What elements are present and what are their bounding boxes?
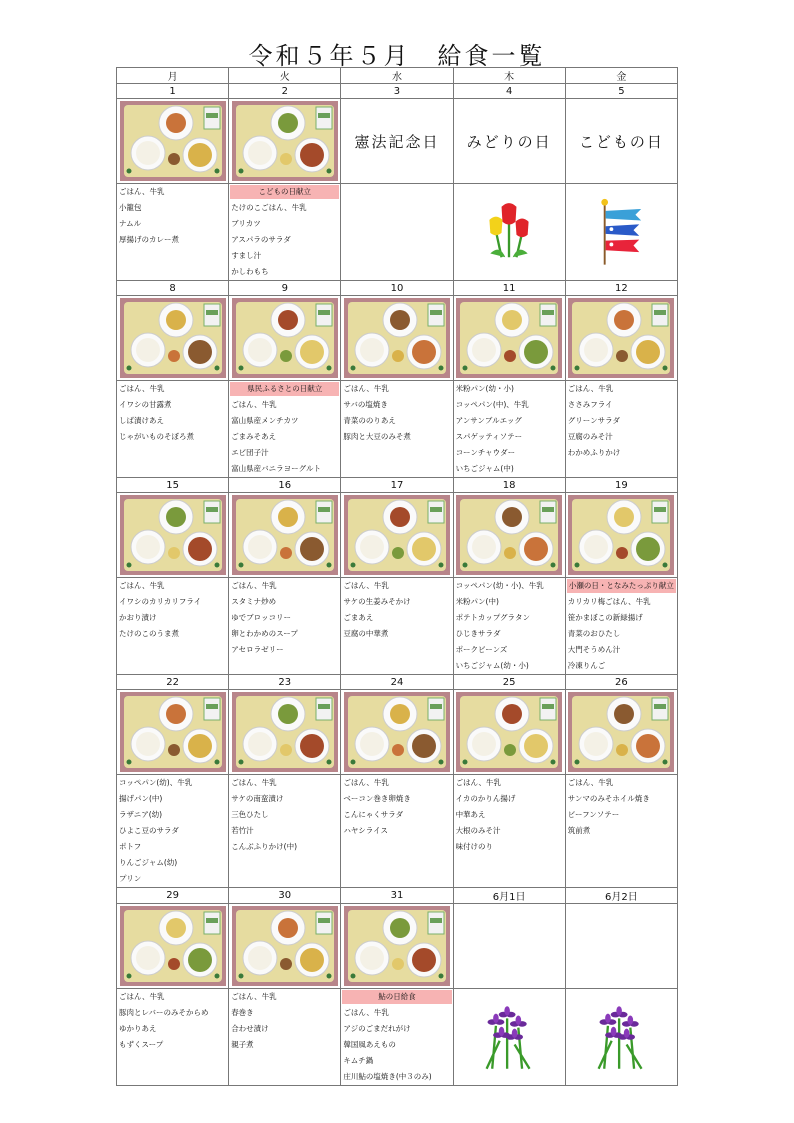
menu-item: プリン <box>119 874 142 883</box>
menu-row <box>117 989 678 1086</box>
menu-item: 厚揚げのカレー煮 <box>119 235 179 244</box>
menu-banner: 小瀬の日・となみたっぷり献立 <box>567 579 676 593</box>
day-menu-cell <box>117 381 229 478</box>
menu-row <box>117 381 678 478</box>
date-number: 5 <box>565 84 677 99</box>
day-photo-cell <box>453 493 565 578</box>
menu-item: ポークビーンズ <box>455 645 508 654</box>
date-number: 18 <box>453 478 565 493</box>
day-menu-cell <box>565 989 677 1086</box>
photo-row <box>117 296 678 381</box>
menu-item: ごはん、牛乳 <box>567 778 614 787</box>
day-photo-cell <box>117 296 229 381</box>
day-menu-cell <box>341 381 453 478</box>
date-row <box>117 888 678 904</box>
date-row <box>117 281 678 296</box>
date-row <box>117 675 678 690</box>
day-photo-cell <box>341 493 453 578</box>
menu-item: イワシのカリカリフライ <box>119 597 202 606</box>
holiday-name: 憲法記念日 <box>354 132 440 151</box>
weekday-header: 月 <box>117 68 229 84</box>
day-photo-cell <box>453 99 565 184</box>
date-number: 19 <box>565 478 677 493</box>
date-number: 31 <box>341 888 453 904</box>
date-number: 3 <box>341 84 453 99</box>
menu-item: サケの南蛮漬け <box>231 794 284 803</box>
day-menu-cell <box>453 184 565 281</box>
menu-item: ごはん、牛乳 <box>231 400 277 409</box>
day-photo-cell <box>117 99 229 184</box>
lunch-photo <box>344 692 450 772</box>
lunch-photo <box>120 101 226 181</box>
menu-item: いちごジャム(中) <box>455 464 514 473</box>
day-menu-cell <box>453 578 565 675</box>
date-number: 1 <box>117 84 229 99</box>
day-menu-cell <box>341 775 453 888</box>
day-menu-cell <box>117 989 229 1086</box>
day-menu-cell <box>117 184 229 281</box>
menu-item: こんにゃくサラダ <box>343 810 404 819</box>
day-photo-cell <box>341 99 453 184</box>
menu-item: ナムル <box>119 219 142 228</box>
day-photo-cell <box>117 493 229 578</box>
menu-item: りんごジャム(幼) <box>119 858 178 867</box>
menu-item: 大門そうめん汁 <box>567 645 621 654</box>
menu-item: エビ団子汁 <box>231 448 269 457</box>
day-photo-cell <box>341 296 453 381</box>
menu-item: 米粉パン(幼・小) <box>455 384 514 393</box>
picture-wrap <box>454 184 565 280</box>
date-row <box>117 84 678 99</box>
menu-item: コッペパン(幼)、牛乳 <box>119 778 193 787</box>
picture-wrap <box>454 989 565 1085</box>
menu-item: アンサンブルエッグ <box>455 416 522 425</box>
iris-icon <box>593 1003 649 1071</box>
day-photo-cell <box>341 690 453 775</box>
day-photo-cell <box>229 296 341 381</box>
menu-item: たけのこのうま煮 <box>119 629 179 638</box>
date-number: 2 <box>229 84 341 99</box>
menu-item: ごはん、牛乳 <box>455 778 502 787</box>
menu-item: 富山県産バニラヨーグルト <box>231 464 321 473</box>
date-number: 15 <box>117 478 229 493</box>
menu-item: コッペパン(中)、牛乳 <box>455 400 529 409</box>
weekday-header: 金 <box>565 68 677 84</box>
date-number: 6月2日 <box>565 888 677 904</box>
menu-item: 親子煮 <box>231 1040 254 1049</box>
day-menu-cell <box>229 989 341 1086</box>
lunch-photo <box>568 692 674 772</box>
lunch-photo <box>232 298 338 378</box>
menu-item: 中華あえ <box>455 810 486 819</box>
menu-item: ごまみそあえ <box>231 432 277 441</box>
date-row <box>117 478 678 493</box>
menu-item: ごはん、牛乳 <box>119 187 165 196</box>
holiday-name: こどもの日 <box>578 132 664 151</box>
lunch-photo <box>568 495 674 575</box>
date-number: 30 <box>229 888 341 904</box>
day-photo-cell <box>453 690 565 775</box>
menu-item: かおり漬け <box>119 613 157 622</box>
menu-item: ごはん、牛乳 <box>119 581 165 590</box>
menu-item: グリーンサラダ <box>567 416 621 425</box>
weekday-header: 火 <box>229 68 341 84</box>
menu-item: 豆腐の中華煮 <box>343 629 389 638</box>
menu-row <box>117 578 678 675</box>
day-menu-cell <box>117 775 229 888</box>
menu-item: ごはん、牛乳 <box>231 992 277 1001</box>
date-number: 9 <box>229 281 341 296</box>
day-menu-cell <box>229 184 341 281</box>
menu-item: ゆでブロッコリー <box>231 613 292 622</box>
menu-item: 豚肉とレバーのみそからめ <box>119 1008 209 1017</box>
lunch-photo <box>344 906 450 986</box>
picture-wrap <box>566 184 677 280</box>
lunch-photo <box>232 101 338 181</box>
menu-item: 米粉パン(中) <box>455 597 499 606</box>
menu-item: ゆかりあえ <box>119 1024 157 1033</box>
menu-item: 富山県産メンチカツ <box>231 416 299 425</box>
menu-item: ポテトカップグラタン <box>455 613 530 622</box>
day-menu-cell <box>341 578 453 675</box>
menu-item: 笹かまぼこの新緑揚げ <box>567 613 643 622</box>
date-number: 17 <box>341 478 453 493</box>
weekday-header-row <box>117 68 678 84</box>
date-number: 25 <box>453 675 565 690</box>
day-photo-cell <box>229 690 341 775</box>
menu-item: 三色ひたし <box>231 810 269 819</box>
menu-banner: 県民ふるさとの日献立 <box>230 382 339 396</box>
day-menu-cell <box>229 381 341 478</box>
lunch-photo <box>456 298 562 378</box>
menu-item: たけのこごはん、牛乳 <box>231 203 307 212</box>
date-number: 22 <box>117 675 229 690</box>
menu-row <box>117 184 678 281</box>
menu-item: ベーコン巻き卵焼き <box>343 794 411 803</box>
menu-item: コッペパン(幼・小)、牛乳 <box>455 581 544 590</box>
menu-item: サバの塩焼き <box>343 400 388 409</box>
day-photo-cell <box>229 493 341 578</box>
lunch-photo <box>456 495 562 575</box>
menu-item: ポトフ <box>119 842 142 851</box>
day-menu-cell <box>453 775 565 888</box>
day-photo-cell <box>565 296 677 381</box>
lunch-photo <box>120 495 226 575</box>
menu-item: ごはん、牛乳 <box>231 581 277 590</box>
menu-item: ごはん、牛乳 <box>119 992 165 1001</box>
menu-item: ビーフンソテー <box>567 810 620 819</box>
day-photo-cell <box>565 493 677 578</box>
photo-row <box>117 904 678 989</box>
menu-item: ごはん、牛乳 <box>343 384 389 393</box>
menu-item: 青菜のおひたし <box>567 629 621 638</box>
day-menu-cell <box>565 381 677 478</box>
date-number: 11 <box>453 281 565 296</box>
menu-item: しば漬けあえ <box>119 416 164 425</box>
menu-item: ささみフライ <box>567 400 613 409</box>
menu-item: イカのかりん揚げ <box>455 794 516 803</box>
lunch-photo <box>232 495 338 575</box>
koinobori-icon <box>597 197 645 267</box>
date-number: 26 <box>565 675 677 690</box>
lunch-photo <box>568 298 674 378</box>
weekday-header: 木 <box>453 68 565 84</box>
menu-item: サケの生姜みそかけ <box>343 597 411 606</box>
day-photo-cell <box>565 690 677 775</box>
day-menu-cell <box>565 184 677 281</box>
day-menu-cell <box>565 775 677 888</box>
lunch-photo <box>344 298 450 378</box>
menu-item: アスパラのサラダ <box>231 235 291 244</box>
menu-banner: こどもの日献立 <box>230 185 339 199</box>
menu-item: イワシの甘露煮 <box>119 400 172 409</box>
menu-item: もずくスープ <box>119 1040 164 1049</box>
menu-item: カリカリ梅ごはん、牛乳 <box>567 597 651 606</box>
menu-item: こんぶふりかけ(中) <box>231 842 298 851</box>
menu-item: 冷凍りんご <box>567 661 606 670</box>
day-photo-cell <box>117 690 229 775</box>
day-menu-cell <box>453 989 565 1086</box>
day-menu-cell <box>341 989 453 1086</box>
day-photo-cell <box>229 904 341 989</box>
day-menu-cell <box>341 184 453 281</box>
menu-item: すまし汁 <box>231 251 262 260</box>
day-photo-cell <box>341 904 453 989</box>
menu-item: サンマのみそホイル焼き <box>567 794 650 803</box>
menu-item: スパゲッティソテー <box>455 432 523 441</box>
menu-item: 合わせ漬け <box>231 1024 269 1033</box>
menu-item: 大根のみそ汁 <box>455 826 501 835</box>
photo-row <box>117 493 678 578</box>
menu-item: スタミナ炒め <box>231 597 277 606</box>
menu-item: 春巻き <box>231 1008 254 1017</box>
date-number: 6月1日 <box>453 888 565 904</box>
tulips-icon <box>481 199 537 265</box>
holiday-name: みどりの日 <box>466 132 552 151</box>
day-photo-cell <box>117 904 229 989</box>
weekday-header: 水 <box>341 68 453 84</box>
day-menu-cell <box>229 775 341 888</box>
date-number: 23 <box>229 675 341 690</box>
menu-item: ラザニア(幼) <box>119 810 163 819</box>
menu-item: アセロラゼリー <box>231 645 284 654</box>
menu-item: 小籠包 <box>119 203 142 212</box>
menu-item: アジのごまだれがけ <box>343 1024 411 1033</box>
menu-item: コーンチャウダー <box>455 448 516 457</box>
lunch-photo <box>120 692 226 772</box>
menu-item: ごはん、牛乳 <box>231 778 277 787</box>
date-number: 24 <box>341 675 453 690</box>
menu-item: ごまあえ <box>343 613 374 622</box>
page-title: 令和５年５月 給食一覧 <box>248 42 546 70</box>
lunch-photo <box>456 692 562 772</box>
date-number: 29 <box>117 888 229 904</box>
menu-item: 卵とわかめのスープ <box>231 629 298 638</box>
menu-item: ひじきサラダ <box>455 629 501 638</box>
menu-item: 庄川鮎の塩焼き(中３のみ) <box>343 1072 432 1081</box>
menu-item: ハヤシライス <box>343 826 388 835</box>
menu-item: 若竹汁 <box>231 826 254 835</box>
day-photo-cell <box>565 904 677 989</box>
menu-item: 筑前煮 <box>567 826 591 835</box>
date-number: 16 <box>229 478 341 493</box>
menu-item: かしわもち <box>231 267 269 276</box>
menu-item: ごはん、牛乳 <box>343 581 389 590</box>
menu-item: 味付けのり <box>455 842 494 851</box>
date-number: 12 <box>565 281 677 296</box>
menu-item: ごはん、牛乳 <box>119 384 165 393</box>
day-photo-cell <box>229 99 341 184</box>
day-photo-cell <box>453 904 565 989</box>
menu-item: 揚げパン(中) <box>119 794 163 803</box>
photo-row <box>117 690 678 775</box>
picture-wrap <box>566 989 677 1085</box>
lunch-photo <box>120 906 226 986</box>
date-number: 4 <box>453 84 565 99</box>
day-menu-cell <box>117 578 229 675</box>
lunch-photo <box>120 298 226 378</box>
menu-item: ごはん、牛乳 <box>567 384 614 393</box>
day-menu-cell <box>453 381 565 478</box>
day-menu-cell <box>229 578 341 675</box>
menu-item: ひよこ豆のサラダ <box>119 826 179 835</box>
menu-item: じゃがいものそぼろ煮 <box>119 432 194 441</box>
menu-item: いちごジャム(幼・小) <box>455 661 529 670</box>
lunch-photo <box>232 906 338 986</box>
lunch-photo <box>232 692 338 772</box>
lunch-calendar <box>116 67 678 1086</box>
menu-item: 豚肉と大豆のみそ煮 <box>343 432 411 441</box>
menu-item: わかめふりかけ <box>567 448 621 457</box>
photo-row <box>117 99 678 184</box>
menu-item: 豆腐のみそ汁 <box>567 432 613 441</box>
menu-item: キムチ鍋 <box>343 1056 374 1065</box>
date-number: 10 <box>341 281 453 296</box>
menu-banner: 鮎の日給食 <box>342 990 451 1004</box>
day-photo-cell <box>453 296 565 381</box>
menu-item: 韓国風あえもの <box>343 1040 396 1049</box>
iris-icon <box>481 1003 537 1071</box>
day-photo-cell <box>565 99 677 184</box>
lunch-photo <box>344 495 450 575</box>
menu-row <box>117 775 678 888</box>
date-number: 8 <box>117 281 229 296</box>
day-menu-cell <box>565 578 677 675</box>
menu-item: ごはん、牛乳 <box>343 778 389 787</box>
menu-item: ごはん、牛乳 <box>343 1008 389 1017</box>
menu-item: ブリカツ <box>231 219 261 228</box>
menu-item: 青菜ののりあえ <box>343 416 396 425</box>
